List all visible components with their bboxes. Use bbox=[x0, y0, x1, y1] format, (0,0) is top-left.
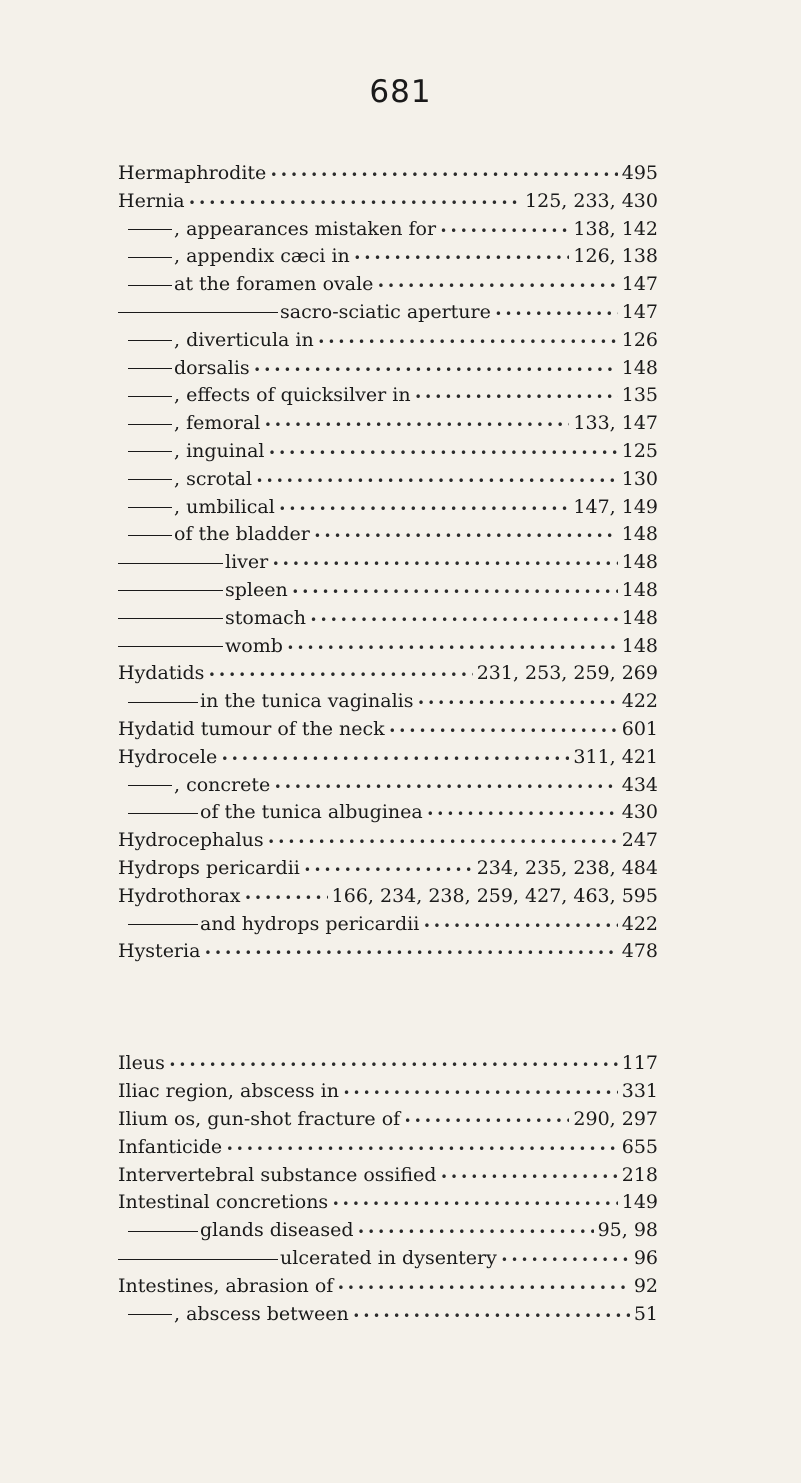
index-entry bbox=[118, 243, 658, 271]
index-entry bbox=[118, 938, 658, 966]
index-term: ulcerated in dysentery bbox=[280, 1247, 497, 1270]
index-term: Intestinal concretions bbox=[118, 1191, 329, 1214]
index-entry bbox=[118, 355, 658, 383]
page-references: 92 bbox=[633, 1275, 658, 1298]
dot-leader bbox=[337, 1275, 630, 1301]
dot-leader bbox=[357, 1219, 593, 1245]
index-entry bbox=[118, 883, 658, 911]
ditto-rule bbox=[128, 507, 172, 508]
ditto-rule bbox=[128, 229, 172, 230]
index-term: Iliac region, abscess in bbox=[118, 1079, 339, 1102]
index-term: Hermaphrodite bbox=[118, 162, 267, 184]
dot-leader bbox=[377, 273, 617, 299]
ditto-rule bbox=[128, 424, 172, 425]
dot-leader bbox=[304, 857, 473, 883]
index-term: Hydatid tumour of the neck bbox=[118, 717, 385, 740]
index-entry bbox=[118, 744, 658, 772]
ditto-rule bbox=[128, 340, 172, 341]
index-entry bbox=[118, 382, 658, 410]
index-entry bbox=[118, 660, 658, 688]
ditto-rule bbox=[128, 285, 172, 286]
index-entry bbox=[118, 271, 658, 299]
page-references: 234, 235, 238, 484 bbox=[476, 856, 658, 879]
dot-leader bbox=[292, 579, 618, 605]
index-term: Hydrocele bbox=[118, 745, 218, 768]
index-term: , abscess between bbox=[174, 1303, 349, 1326]
index-entry bbox=[118, 605, 658, 633]
page-number: 681 bbox=[369, 74, 432, 110]
page-references: 422 bbox=[621, 690, 658, 713]
ditto-rule bbox=[128, 257, 172, 258]
dot-leader bbox=[272, 551, 618, 577]
ditto-rule bbox=[118, 1259, 278, 1260]
page-references: 311, 421 bbox=[573, 745, 658, 768]
index-term: in the tunica vaginalis bbox=[200, 690, 414, 713]
dot-leader bbox=[318, 329, 618, 355]
dot-leader bbox=[256, 468, 618, 494]
dot-leader bbox=[332, 1191, 618, 1217]
ditto-rule bbox=[128, 451, 172, 452]
ditto-rule bbox=[128, 785, 172, 786]
index-entry bbox=[118, 577, 658, 605]
index-entry bbox=[118, 799, 658, 827]
page-references: 422 bbox=[621, 912, 658, 935]
page-references: 148 bbox=[621, 634, 658, 657]
index-entry bbox=[118, 188, 658, 216]
index-entry bbox=[118, 1245, 658, 1273]
dot-leader bbox=[440, 1164, 617, 1190]
index-entry bbox=[118, 521, 658, 549]
index-term: , femoral bbox=[174, 412, 261, 435]
dot-leader bbox=[417, 690, 617, 716]
index-entry bbox=[118, 216, 658, 244]
dot-leader bbox=[254, 357, 618, 383]
index-term: Ilium os, gun-shot fracture of bbox=[118, 1107, 401, 1130]
index-entry bbox=[118, 1301, 658, 1329]
index-entry bbox=[118, 327, 658, 355]
index-entry bbox=[118, 494, 658, 522]
page-references: 495 bbox=[621, 162, 658, 184]
index-entry bbox=[118, 716, 658, 744]
page-references: 331 bbox=[621, 1079, 658, 1102]
index-term: Hysteria bbox=[118, 940, 201, 963]
page-references: 148 bbox=[621, 578, 658, 601]
page-references: 125 bbox=[621, 439, 658, 462]
dot-leader bbox=[310, 607, 618, 633]
dot-leader bbox=[204, 940, 617, 966]
page-references: 147, 149 bbox=[573, 495, 658, 518]
page-references: 148 bbox=[621, 356, 658, 379]
ditto-rule bbox=[128, 813, 198, 814]
page-references: 148 bbox=[621, 551, 658, 574]
ditto-rule bbox=[128, 479, 172, 480]
index-entry bbox=[118, 299, 658, 327]
index-term: Intestines, abrasion of bbox=[118, 1275, 334, 1298]
ditto-rule bbox=[118, 563, 223, 564]
dot-leader bbox=[495, 301, 618, 327]
dot-leader bbox=[287, 635, 618, 661]
index-term: stomach bbox=[225, 606, 307, 629]
page-references: 218 bbox=[621, 1163, 658, 1186]
page-references: 130 bbox=[621, 467, 658, 490]
index-section-h bbox=[118, 160, 658, 966]
dot-leader bbox=[274, 774, 617, 800]
page-references: 655 bbox=[621, 1135, 658, 1158]
index-term: , diverticula in bbox=[174, 328, 314, 351]
index-term: spleen bbox=[225, 578, 288, 601]
page-references: 126 bbox=[621, 328, 658, 351]
index-entry bbox=[118, 688, 658, 716]
page-references: 125, 233, 430 bbox=[525, 189, 658, 212]
page-references: 430 bbox=[621, 801, 658, 824]
dot-leader bbox=[264, 412, 569, 438]
page-references: 166, 234, 238, 259, 427, 463, 595 bbox=[331, 884, 658, 907]
ditto-rule bbox=[128, 535, 172, 536]
index-entry bbox=[118, 549, 658, 577]
index-entry bbox=[118, 438, 658, 466]
index-entry bbox=[118, 466, 658, 494]
dot-leader bbox=[270, 162, 617, 188]
page-references: 290, 297 bbox=[573, 1107, 658, 1130]
index-entry bbox=[118, 1050, 658, 1078]
index-term: of the bladder bbox=[174, 523, 310, 546]
ditto-rule bbox=[118, 312, 278, 313]
page-references: 126, 138 bbox=[573, 245, 658, 268]
index-term: liver bbox=[225, 551, 269, 574]
index-term: Ileus bbox=[118, 1052, 165, 1074]
index-entry bbox=[118, 1078, 658, 1106]
index-term: , appendix cæci in bbox=[174, 245, 350, 268]
dot-leader bbox=[189, 190, 521, 216]
index-entry bbox=[118, 1189, 658, 1217]
index-term: glands diseased bbox=[200, 1219, 354, 1242]
index-section-i bbox=[118, 1050, 658, 1329]
ditto-rule bbox=[128, 396, 172, 397]
dot-leader bbox=[221, 746, 569, 772]
index-entry bbox=[118, 1162, 658, 1190]
dot-leader bbox=[354, 245, 570, 271]
page-references: 434 bbox=[621, 773, 658, 796]
index-term: , scrotal bbox=[174, 467, 253, 490]
index-entry bbox=[118, 827, 658, 855]
dot-leader bbox=[208, 662, 472, 688]
index-entry bbox=[118, 1106, 658, 1134]
index-term: Hydrocephalus bbox=[118, 829, 264, 852]
index-term: womb bbox=[225, 634, 283, 657]
index-term: dorsalis bbox=[174, 356, 250, 379]
dot-leader bbox=[423, 913, 617, 939]
page-references: 95, 98 bbox=[597, 1219, 658, 1242]
dot-leader bbox=[269, 440, 618, 466]
page-references: 601 bbox=[621, 717, 658, 740]
index-term: sacro-sciatic aperture bbox=[280, 300, 491, 323]
ditto-rule bbox=[128, 1231, 198, 1232]
dot-leader bbox=[353, 1303, 630, 1329]
index-entry bbox=[118, 633, 658, 661]
ditto-rule bbox=[128, 1314, 172, 1315]
ditto-rule bbox=[128, 368, 172, 369]
dot-leader bbox=[440, 218, 569, 244]
dot-leader bbox=[389, 718, 618, 744]
index-term: of the tunica albuginea bbox=[200, 801, 423, 824]
dot-leader bbox=[427, 801, 618, 827]
index-entry bbox=[118, 1134, 658, 1162]
index-term: Intervertebral substance ossified bbox=[118, 1163, 437, 1186]
dot-leader bbox=[343, 1080, 618, 1106]
index-entry bbox=[118, 772, 658, 800]
page-references: 135 bbox=[621, 384, 658, 407]
ditto-rule bbox=[128, 702, 198, 703]
page-references: 247 bbox=[621, 829, 658, 852]
page-references: 117 bbox=[621, 1052, 658, 1074]
index-term: , effects of quicksilver in bbox=[174, 384, 411, 407]
index-entry bbox=[118, 1217, 658, 1245]
index-entry bbox=[118, 160, 658, 188]
ditto-rule bbox=[118, 646, 223, 647]
ditto-rule bbox=[118, 590, 223, 591]
dot-leader bbox=[415, 384, 618, 410]
index-term: Infanticide bbox=[118, 1135, 223, 1158]
page-references: 51 bbox=[633, 1303, 658, 1326]
page-references: 148 bbox=[621, 606, 658, 629]
dot-leader bbox=[268, 829, 618, 855]
dot-leader bbox=[314, 523, 618, 549]
dot-leader bbox=[169, 1052, 618, 1078]
ditto-rule bbox=[118, 618, 223, 619]
index-term: Hydatids bbox=[118, 662, 205, 685]
index-term: Hernia bbox=[118, 189, 185, 212]
dot-leader bbox=[501, 1247, 630, 1273]
index-term: , umbilical bbox=[174, 495, 275, 518]
index-term: , concrete bbox=[174, 773, 271, 796]
page-references: 138, 142 bbox=[573, 217, 658, 240]
index-term: , appearances mistaken for bbox=[174, 217, 437, 240]
page-references: 133, 147 bbox=[573, 412, 658, 435]
page-references: 149 bbox=[621, 1191, 658, 1214]
page-references: 147 bbox=[621, 300, 658, 323]
dot-leader bbox=[404, 1108, 569, 1134]
index-term: , inguinal bbox=[174, 439, 265, 462]
index-entry bbox=[118, 1273, 658, 1301]
index-term: at the foramen ovale bbox=[174, 273, 374, 296]
dot-leader bbox=[244, 885, 327, 911]
index-term: and hydrops pericardii bbox=[200, 912, 420, 935]
page-references: 231, 253, 259, 269 bbox=[476, 662, 658, 685]
page-references: 148 bbox=[621, 523, 658, 546]
index-entry bbox=[118, 911, 658, 939]
index-term: Hydrops pericardii bbox=[118, 856, 300, 879]
page-references: 147 bbox=[621, 273, 658, 296]
ditto-rule bbox=[128, 924, 198, 925]
index-term: Hydrothorax bbox=[118, 884, 241, 907]
dot-leader bbox=[279, 496, 570, 522]
index-entry bbox=[118, 855, 658, 883]
index-entry bbox=[118, 410, 658, 438]
page-references: 96 bbox=[633, 1247, 658, 1270]
page-references: 478 bbox=[621, 940, 658, 963]
dot-leader bbox=[226, 1136, 618, 1162]
